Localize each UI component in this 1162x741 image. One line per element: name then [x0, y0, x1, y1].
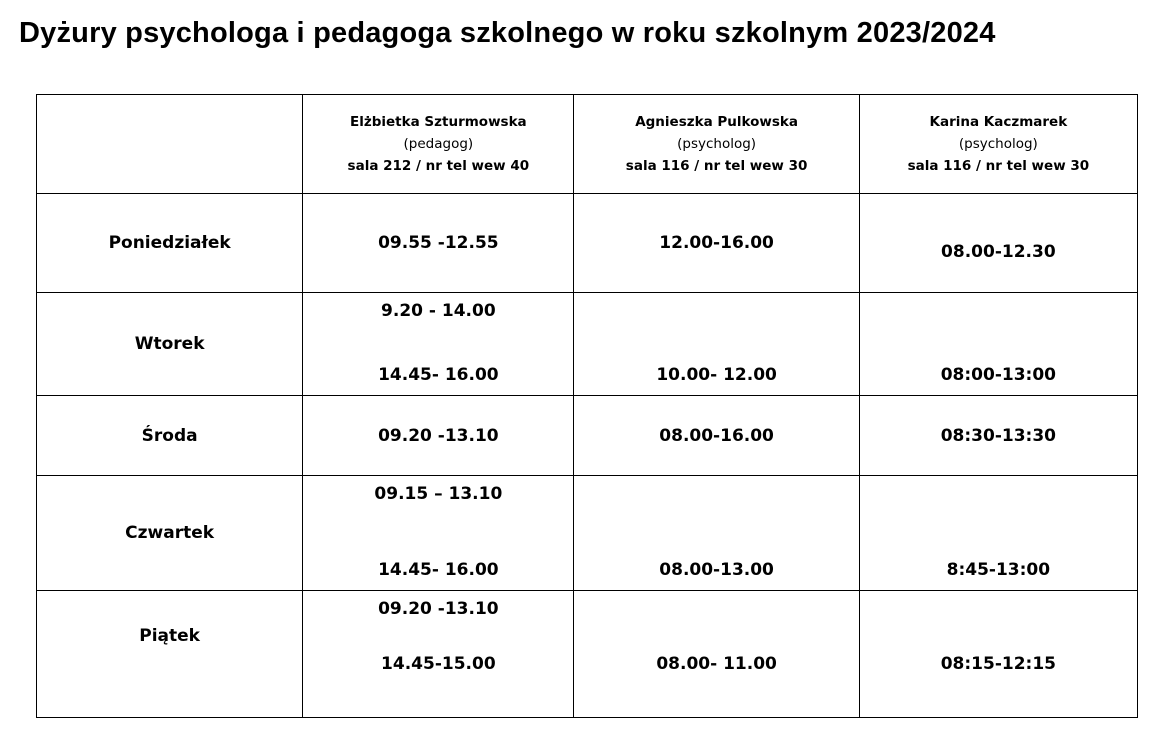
day-cell: Piątek	[37, 591, 303, 718]
time-cell	[303, 591, 574, 718]
time-cell: 08:30-13:30	[859, 396, 1137, 476]
staff-role: (pedagog)	[403, 136, 474, 152]
time-value: 09.15 – 13.10	[374, 484, 503, 504]
staff-header-pulkowska	[574, 95, 859, 194]
time-cell	[859, 476, 1137, 591]
time-value: 14.45-15.00	[381, 654, 496, 674]
staff-role: (psycholog)	[958, 136, 1038, 152]
staff-room: sala 116 / nr tel wew 30	[907, 158, 1090, 174]
staff-room: sala 212 / nr tel wew 40	[347, 158, 530, 174]
time-value: 8:45-13:00	[946, 560, 1051, 580]
time-value: 08.00- 11.00	[656, 654, 777, 674]
time-cell	[574, 591, 859, 718]
empty-header-cell	[37, 95, 303, 194]
time-cell	[859, 194, 1137, 293]
time-value: 10.00- 12.00	[656, 365, 777, 385]
time-cell: 09.55 -12.55	[303, 194, 574, 293]
staff-header-szturmowska	[303, 95, 574, 194]
day-cell: Środa	[37, 396, 303, 476]
day-cell: Czwartek	[37, 476, 303, 591]
time-cell: 12.00-16.00	[574, 194, 859, 293]
staff-room: sala 116 / nr tel wew 30	[625, 158, 808, 174]
time-value: 9.20 - 14.00	[381, 301, 496, 321]
table-header-row	[37, 95, 1138, 194]
time-value: 08:00-13:00	[940, 365, 1056, 385]
staff-name: Elżbietka Szturmowska	[350, 114, 527, 130]
time-value: 14.45- 16.00	[378, 365, 499, 385]
staff-name: Karina Kaczmarek	[929, 114, 1068, 130]
table-row	[37, 194, 1138, 293]
time-value: 09.20 -13.10	[378, 599, 499, 619]
table-row	[37, 591, 1138, 718]
time-value: 08:15-12:15	[940, 654, 1056, 674]
time-cell	[303, 476, 574, 591]
day-cell: Poniedziałek	[37, 194, 303, 293]
time-cell	[303, 293, 574, 396]
day-cell: Wtorek	[37, 293, 303, 396]
time-cell	[859, 293, 1137, 396]
time-value: 14.45- 16.00	[378, 560, 499, 580]
time-cell: 09.20 -13.10	[303, 396, 574, 476]
time-cell	[574, 293, 859, 396]
time-cell	[859, 591, 1137, 718]
staff-header-kaczmarek	[859, 95, 1137, 194]
time-value: 08.00-13.00	[659, 560, 774, 580]
page-title: Dyżury psychologa i pedagoga szkolnego w roku szkolnym 2023/2024	[19, 17, 996, 49]
time-cell: 08.00-16.00	[574, 396, 859, 476]
table-row	[37, 293, 1138, 396]
table-row	[37, 476, 1138, 591]
table-row	[37, 396, 1138, 476]
schedule-table	[36, 94, 1138, 718]
time-value: 08.00-12.30	[941, 242, 1056, 262]
time-cell	[574, 476, 859, 591]
staff-name: Agnieszka Pulkowska	[635, 114, 798, 130]
staff-role: (psycholog)	[677, 136, 757, 152]
